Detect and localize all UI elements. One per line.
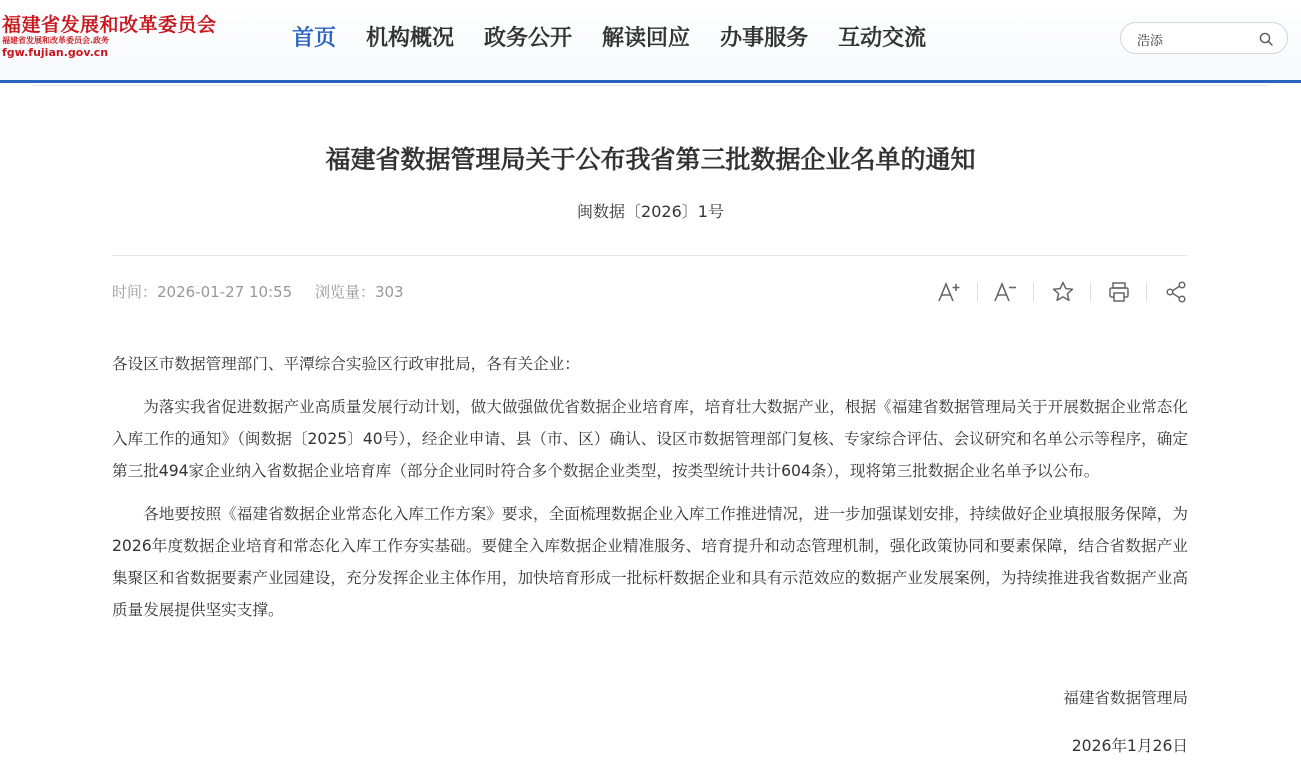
nav-item-organization[interactable]: 机构概况 <box>366 26 455 51</box>
issue-date: 2026年1月26日 <box>1071 737 1188 755</box>
toolbar-separator <box>1146 282 1147 302</box>
font-decrease-icon <box>993 280 1019 304</box>
article-toolbar <box>926 276 1188 308</box>
body-paragraph: 为落实我省促进数据产业高质量发展行动计划，做大做强做优省数据企业培育库，培育壮大数据产业，根据《福建省数据管理局关于开展数据企业常态化入库工作的通知》（闽数据〔2025〕40号），经企业申请、县（市、区）确认、设区市数据管理部门复核、专家综合评估、会议研究和名单公示等程序，确定第三批494家企业纳入省数据企业培育库（部分企业同时符合多个数据企业类型，按类型统计共计604条），现将第三批数据企业名单予以公布。 <box>112 398 1188 480</box>
search-box <box>1120 22 1288 54</box>
font-increase-button[interactable] <box>934 276 966 308</box>
search-input[interactable] <box>1135 28 1249 50</box>
logo-subtitle: 福建省发展和改革委员会.政务 <box>2 36 110 45</box>
toolbar-separator <box>1090 282 1091 302</box>
logo-url: fgw.fujian.gov.cn <box>2 46 109 59</box>
document-number: 闽数据〔2026〕1号 <box>577 202 724 221</box>
share-button[interactable] <box>1160 276 1192 308</box>
body-paragraph: 各地要按照《福建省数据企业常态化入库工作方案》要求，全面梳理数据企业入库工作推进情况，进一步加强谋划安排，持续做好企业填报服务保障，为2026年度数据企业培育和常态化入库工作夯实基础。要健全入库数据企业精准服务、培育提升和动态管理机制，强化政策协同和要素保障，结合省数据产业集聚区和省数据要素产业园建设，充分发挥企业主体作用，加快培育形成一批标杆数据企业和具有示范效应的数据产业发展案例，为持续推进我省数据产业高质量发展提供坚实支撑。 <box>112 505 1188 619</box>
nav-item-interpretation[interactable]: 解读回应 <box>602 26 691 51</box>
print-icon <box>1107 280 1131 304</box>
view-count: 浏览量：303 <box>314 283 404 301</box>
logo-title: 福建省发展和改革委员会 <box>2 14 217 36</box>
font-increase-icon <box>937 280 963 304</box>
toolbar-separator <box>977 282 978 302</box>
article-title: 福建省数据管理局关于公布我省第三批数据企业名单的通知 <box>325 145 976 174</box>
star-icon <box>1051 280 1075 304</box>
header-divider <box>33 85 1268 86</box>
toolbar-separator <box>1033 282 1034 302</box>
article-meta <box>112 281 422 302</box>
publish-time: 时间：2026-01-27 10:55 <box>112 283 293 301</box>
share-icon <box>1164 280 1188 304</box>
salutation: 各设区市数据管理部门、平潭综合实验区行政审批局，各有关企业： <box>112 355 580 373</box>
site-logo[interactable] <box>0 10 260 70</box>
font-decrease-button[interactable] <box>990 276 1022 308</box>
favorite-button[interactable] <box>1047 276 1079 308</box>
nav-item-interaction[interactable]: 互动交流 <box>838 26 927 51</box>
title-divider <box>112 255 1188 256</box>
nav-item-government-affairs[interactable]: 政务公开 <box>484 26 573 51</box>
article-body <box>112 348 1188 637</box>
nav-item-services[interactable]: 办事服务 <box>720 26 809 51</box>
print-button[interactable] <box>1103 276 1135 308</box>
search-icon[interactable] <box>1259 32 1273 46</box>
issuer-signature: 福建省数据管理局 <box>1063 689 1188 707</box>
main-nav <box>292 22 956 56</box>
site-header <box>0 0 1301 83</box>
nav-item-home[interactable]: 首页 <box>292 26 337 51</box>
